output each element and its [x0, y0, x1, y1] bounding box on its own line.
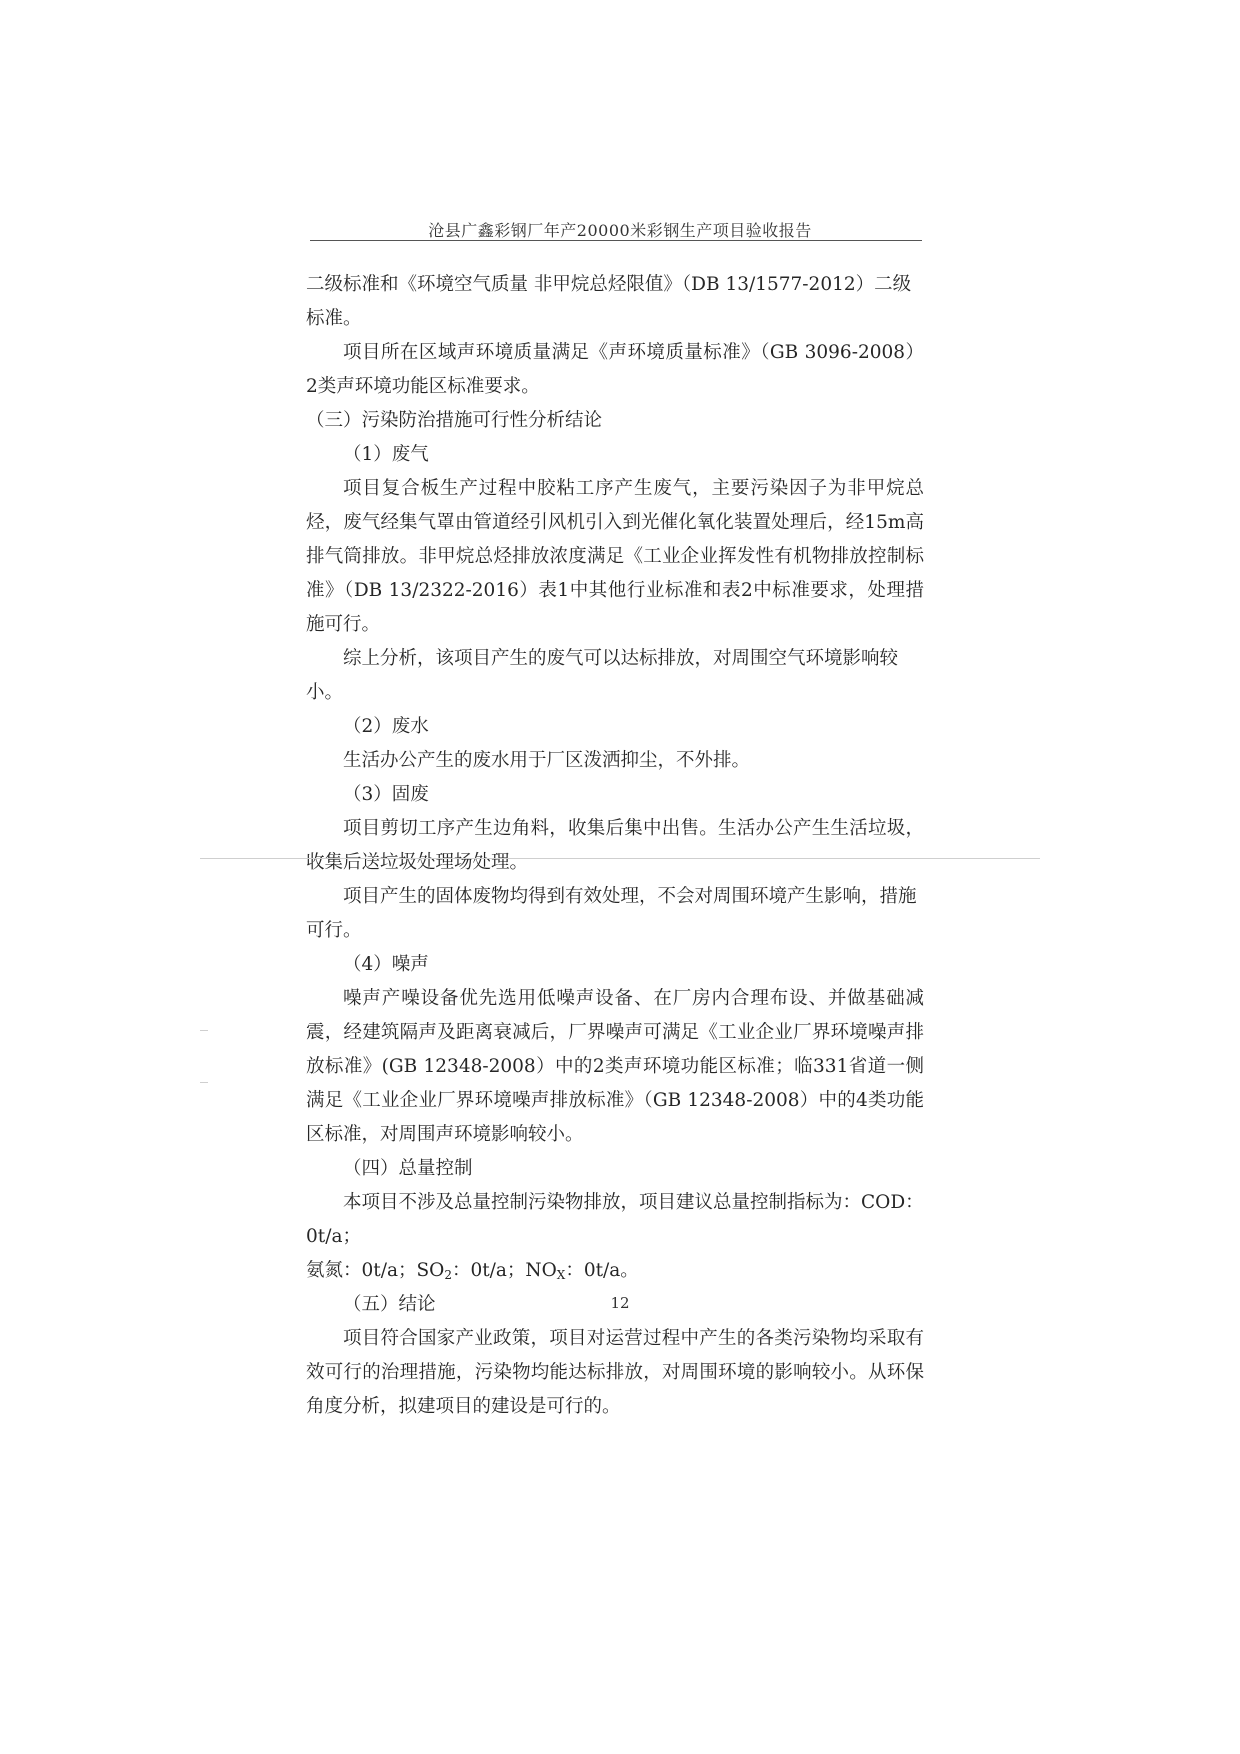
subheading-waste-water: （2）废水: [343, 716, 429, 737]
section-heading-3: （三）污染防治措施可行性分析结论: [306, 410, 603, 431]
section-heading-4: （四）总量控制: [343, 1158, 473, 1179]
subscript-so2: 2: [444, 1268, 452, 1282]
value-nox: ：0t/a；NO: [451, 1260, 557, 1281]
paragraph-total-control: 本项目不涉及总量控制污染物排放，项目建议总量控制指标为：COD：0t/a；: [306, 1192, 924, 1247]
paragraph-waste-water: 生活办公产生的废水用于厂区泼洒抑尘，不外排。: [343, 750, 751, 771]
paragraph-waste-gas-summary: 综上分析，该项目产生的废气可以达标排放，对周围空气环境影响较小。: [306, 648, 899, 703]
value-ammonia-so2: 氨氮：0t/a；SO: [306, 1260, 445, 1281]
section-heading-5: （五）结论: [343, 1294, 436, 1315]
scan-artifact-dash: [200, 1082, 208, 1083]
subheading-noise: （4）噪声: [343, 954, 429, 975]
scan-artifact-line: [200, 858, 1040, 859]
paragraph-conclusion: 项目符合国家产业政策，项目对运营过程中产生的各类污染物均采取有效可行的治理措施，污染物均能达标排放，对周围环境的影响较小。从环保角度分析，拟建项目的建设是可行的。: [306, 1328, 924, 1417]
subheading-waste-gas: （1）废气: [343, 444, 429, 465]
paragraph-standards-continued: 二级标准和《环境空气质量 非甲烷总烃限值》（DB 13/1577-2012）二级标准。: [306, 274, 912, 329]
value-nox-end: ：0t/a。: [565, 1260, 639, 1281]
page-header: 沧县广鑫彩钢厂年产20000米彩钢生产项目验收报告: [428, 221, 812, 240]
paragraph-noise: 噪声产噪设备优先选用低噪声设备、在厂房内合理布设、并做基础减震，经建筑隔声及距离衰减后，厂界噪声可满足《工业企业厂界环境噪声排放标准》(GB 12348-2008）中的2类声环境功能区标准；临331省道一侧满足《工业企业厂界环境噪声排放标准》（GB 12348-2008）中的4类功能区标准，对周围声环境影响较小。: [306, 988, 924, 1145]
paragraph-waste-gas: 项目复合板生产过程中胶粘工序产生废气，主要污染因子为非甲烷总烃，废气经集气罩由管道经引风机引入到光催化氧化装置处理后，经15m高排气筒排放。非甲烷总烃排放浓度满足《工业企业挥发性有机物排放控制标准》（DB 13/2322-2016）表1中其他行业标准和表2中标准要求，处理措施可行。: [306, 478, 924, 635]
scan-artifact-dash: [200, 1030, 208, 1031]
subheading-solid-waste: （3）固废: [343, 784, 429, 805]
report-body: [306, 268, 924, 1424]
paragraph-acoustic-quality: 项目所在区域声环境质量满足《声环境质量标准》（GB 3096-2008）2类声环境功能区标准要求。: [306, 342, 924, 397]
header-divider: [310, 240, 922, 241]
paragraph-solid-waste-summary: 项目产生的固体废物均得到有效处理，不会对周围环境产生影响，措施可行。: [306, 886, 917, 941]
paragraph-solid-waste: 项目剪切工序产生边角料，收集后集中出售。生活办公产生生活垃圾，收集后送垃圾处理场处理。: [306, 818, 924, 873]
subscript-nox: X: [556, 1268, 566, 1282]
page-number: 12: [610, 1294, 630, 1312]
paragraph-total-control-values: [306, 1254, 924, 1288]
